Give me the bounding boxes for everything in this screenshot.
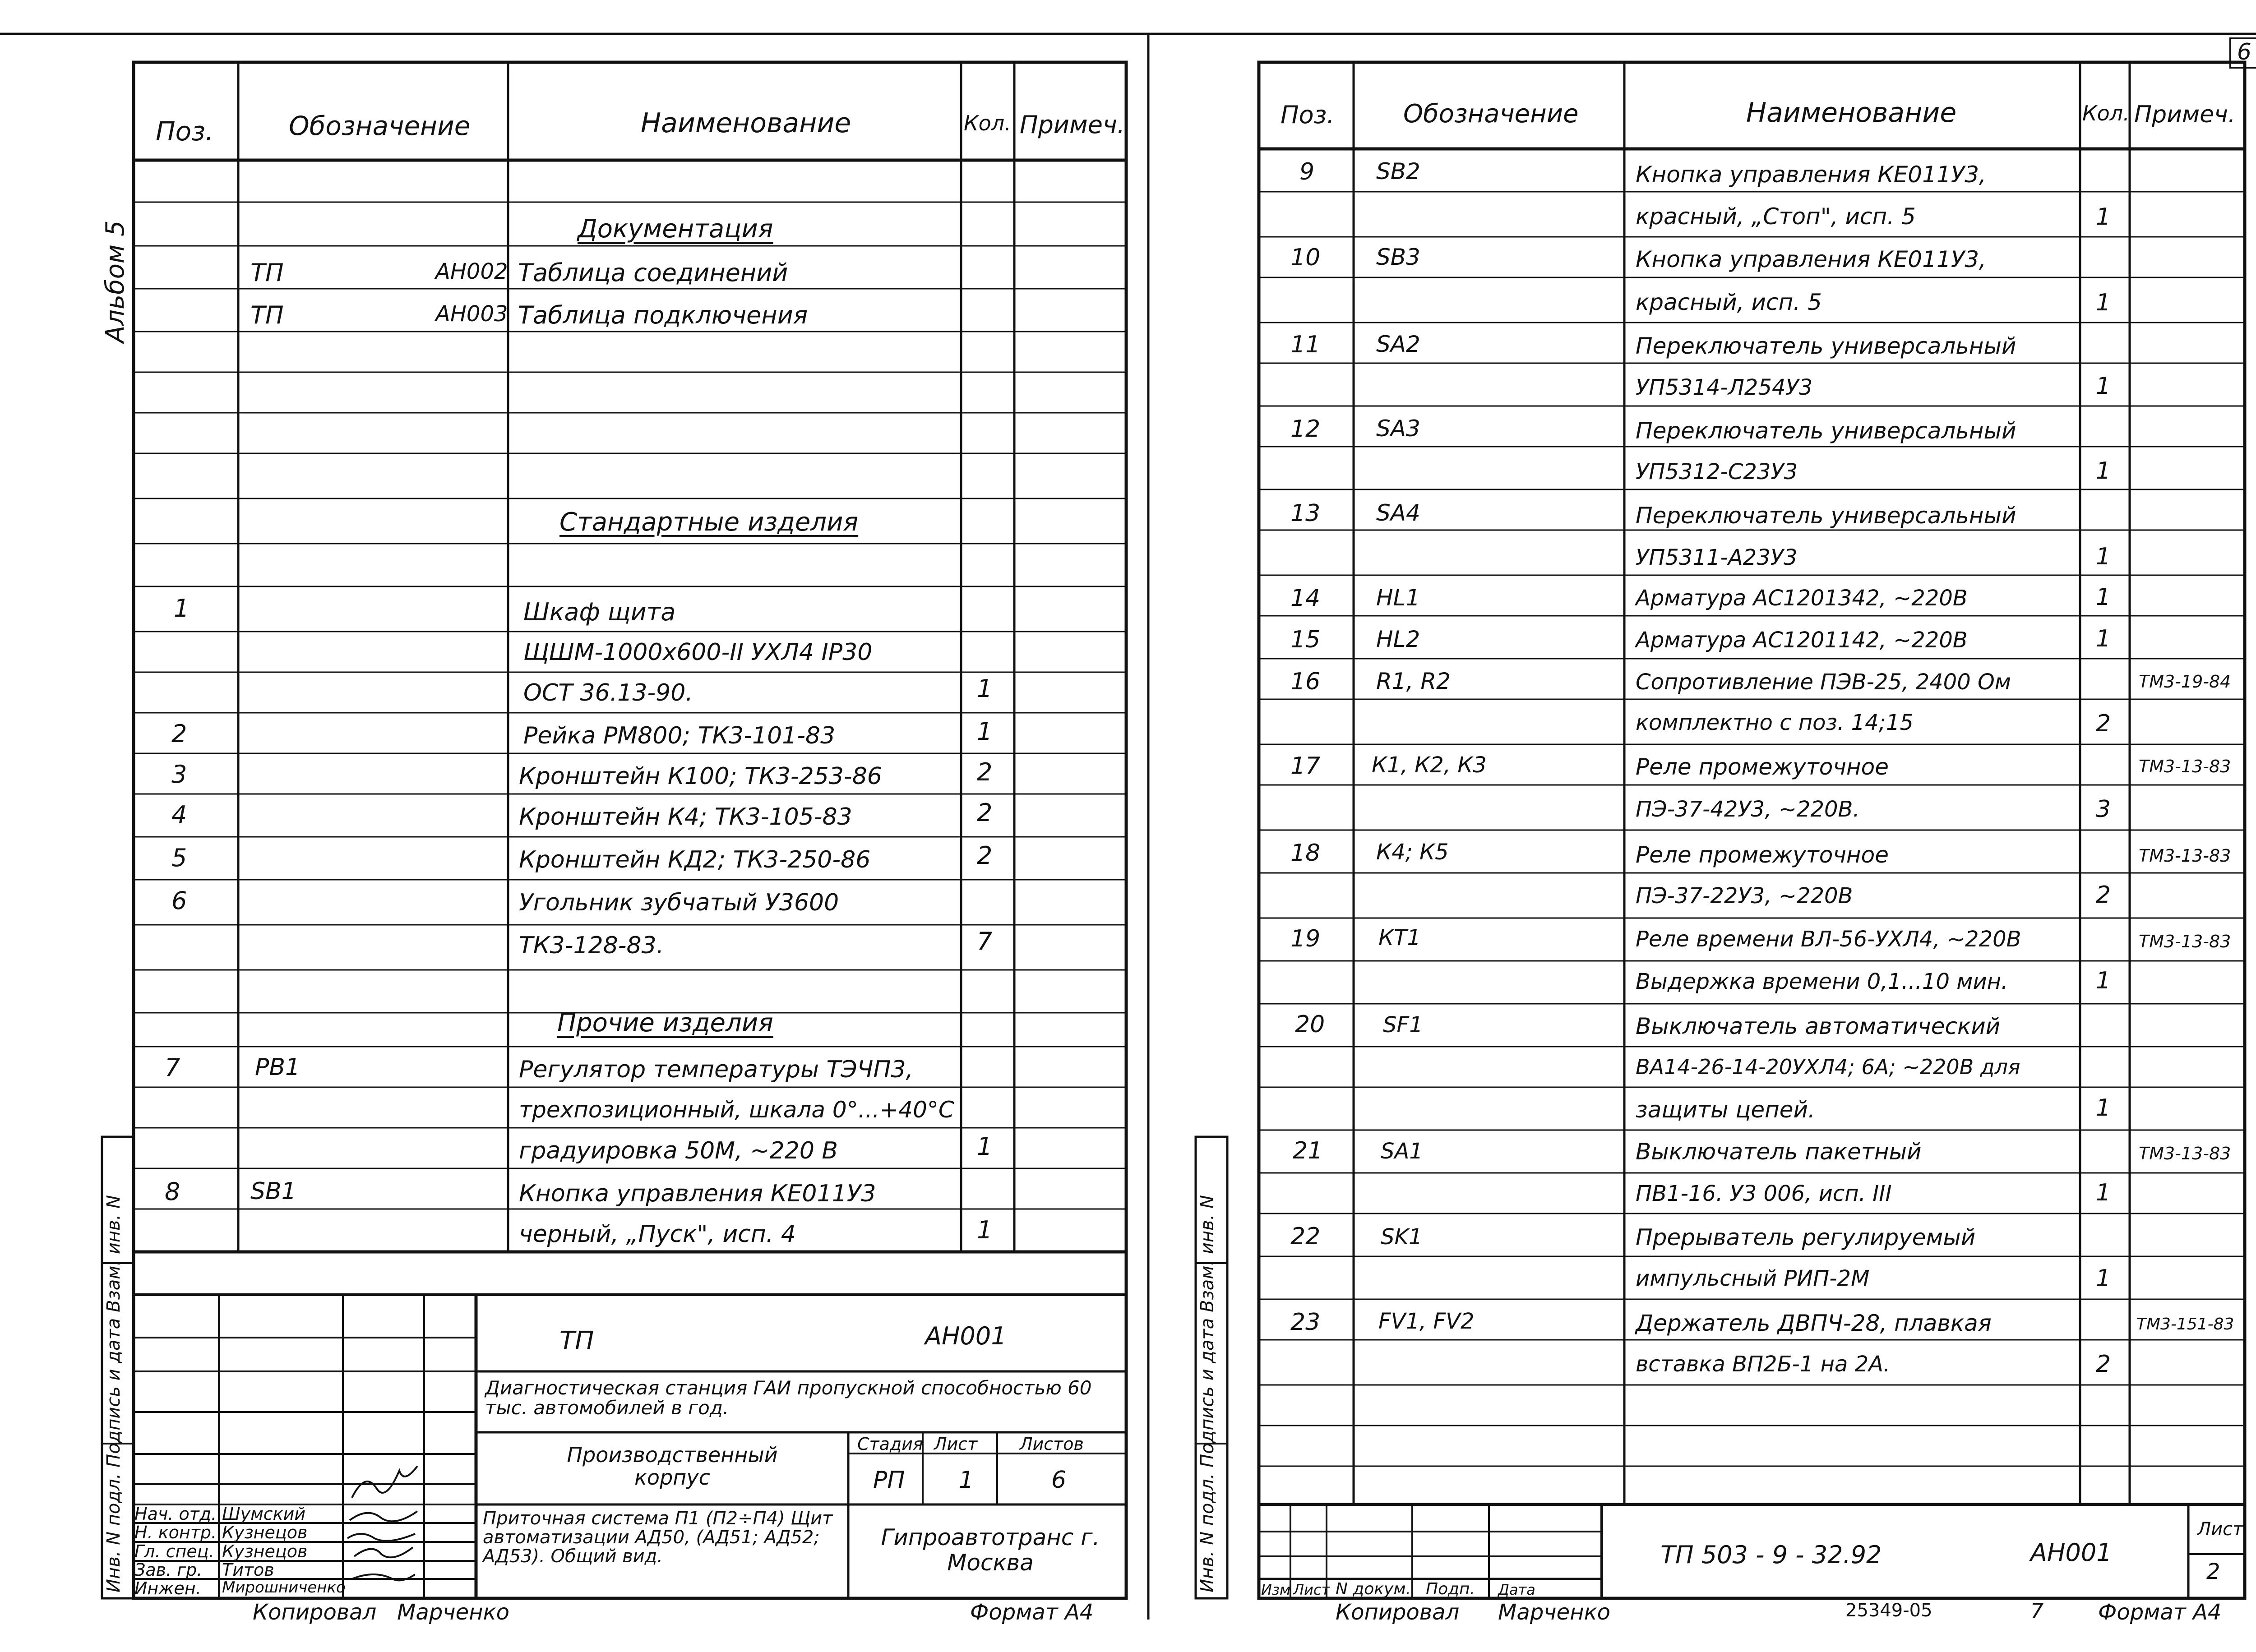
header-name: Наименование [1746,97,1957,129]
row-qty: 1 [2096,203,2111,231]
row-name: защиты цепей. [1636,1097,1815,1123]
row-des: К4; К5 [1376,840,1449,865]
tb-project: Диагностическая станция ГАИ пропускной способностью 60 тыс. автомобилей в год. [485,1377,1092,1419]
tb-col: Изм [1261,1581,1291,1598]
row-name: УП5314-Л254У3 [1636,375,1813,400]
tb-sheet: 2 [2206,1559,2220,1584]
row-name: Кнопка управления КЕ011У3 [519,1180,876,1207]
row-name: Держатель ДВПЧ-28, плавкая [1636,1310,1992,1336]
row-des: РВ1 [255,1054,300,1081]
role: Н. контр. [134,1523,217,1542]
row-name: ТК3-128-83. [519,932,664,959]
row-pos: 13 [1290,500,1321,527]
row-des: АН002 [435,259,508,284]
tb-doc: АН001 [2030,1538,2112,1567]
row-qty: 1 [2096,1094,2111,1121]
format-label: Формат А4 [2098,1600,2222,1625]
archive-number: 25349-05 [1845,1600,1932,1621]
format-label: Формат А4 [970,1600,1094,1625]
row-des: ТП [250,258,284,287]
row-note: ТМ3-13-83 [2139,757,2231,776]
row-qty: 2 [977,758,993,786]
row-des: SA2 [1376,331,1420,357]
row-name: Регулятор температуры ТЭЧП3, [519,1056,914,1083]
role: Зав. гр. [134,1560,203,1580]
row-qty: 1 [2096,543,2111,570]
row-qty: 1 [2096,1265,2111,1292]
row-qty: 1 [2096,457,2111,485]
row-des: SA1 [1381,1139,1423,1164]
row-pos: 11 [1290,331,1321,358]
row-pos: 14 [1290,585,1321,612]
row-name: Кнопка управления КЕ011У3, [1636,246,1986,272]
side-stamp: Инв. N подл. Подпись и дата Взам. инв. N [1197,1195,1218,1592]
row-qty: 1 [2096,373,2111,400]
row-des: КТ1 [1378,925,1421,951]
row-qty: 1 [977,1216,993,1244]
row-name: ЩШМ-1000х600-II УХЛ4 IP30 [523,639,873,666]
row-name: Реле промежуточное [1636,754,1889,780]
tb-col: Лист [1293,1581,1330,1598]
tb-code: АН001 [925,1322,1007,1350]
row-name: вставка ВП2Б-1 на 2А. [1636,1352,1891,1377]
tb-drawing-title: Приточная система П1 (П2÷П4) Щит автоматизации АД50, (АД51; АД52; АД53). Общий вид. [483,1508,833,1567]
row-qty: 1 [977,674,993,703]
tb-sheets-label: Листов [1020,1434,1084,1454]
tb-code-prefix: ТП [559,1326,594,1356]
person-name: Кузнецов [222,1541,308,1561]
row-note: ТМ3-151-83 [2136,1315,2234,1334]
row-qty: 1 [2096,625,2111,652]
row-name: комплектно с поз. 14;15 [1636,710,1914,735]
row-name: УП5312-С23У3 [1636,459,1798,485]
copied-by: Марченко [397,1600,509,1625]
row-pos: 3 [171,760,187,789]
row-pos: 6 [171,886,187,915]
tb-col: Подп. [1426,1580,1475,1598]
row-note: ТМ3-19-84 [2139,672,2231,692]
row-name: ПЭ-37-42У3, ~220В. [1636,797,1860,822]
row-pos: 23 [1290,1309,1321,1336]
row-des: HL1 [1376,585,1420,611]
row-des: R1, R2 [1376,668,1451,694]
role: Нач. отд. [134,1504,217,1524]
row-pos: 2 [171,720,187,748]
row-des: HL2 [1376,626,1420,652]
row-note: ТМ3-13-83 [2139,932,2231,951]
header-pos: Поз. [1281,101,1335,129]
row-name: Выключатель пакетный [1636,1139,1922,1165]
row-name: Кронштейн К100; ТК3-253-86 [519,763,882,790]
copied-label: Копировал [253,1600,377,1625]
row-name: Шкаф щита [523,598,676,626]
row-name: ОСТ 36.13-90. [523,679,693,706]
tb-sheet-label: Лист [2197,1519,2243,1540]
person-name: Кузнецов [222,1523,308,1542]
row-qty: 2 [2096,1351,2111,1378]
tb-org: Гипроавтотранс г. Москва [881,1524,1100,1576]
row-name: Арматура АС1201342, ~220В [1636,586,1968,611]
person-name: Мирошниченко [222,1578,346,1597]
copied-by: Марченко [1498,1600,1610,1625]
tb-sheet-label: Лист [934,1434,978,1454]
header-qty: Кол. [2082,101,2130,125]
row-name: градуировка 50М, ~220 В [519,1137,838,1164]
row-name: черный, „Пуск", исп. 4 [519,1221,796,1248]
row-des: АН003 [435,301,508,327]
row-name: Угольник зубчатый У3600 [519,889,839,916]
section-other: Прочие изделия [557,1008,773,1038]
row-des: FV1, FV2 [1378,1309,1475,1334]
tb-building: Производственный корпус [567,1443,778,1490]
row-name: Переключатель универсальный [1636,503,2016,529]
row-name: Выключатель автоматический [1636,1013,2001,1039]
row-name: Прерыватель регулируемый [1636,1224,1976,1251]
row-name: Кронштейн К4; ТК3-105-83 [519,803,852,831]
row-pos: 9 [1299,158,1315,185]
row-des: SB1 [250,1178,296,1205]
row-pos: 5 [171,844,187,872]
row-qty: 1 [977,717,993,746]
tb-stage-label: Стадия [857,1434,923,1454]
role: Гл. спец. [134,1541,214,1561]
row-pos: 1 [174,594,190,623]
row-name: трехпозиционный, шкала 0°...+40°С [519,1097,954,1123]
row-note: ТМ3-13-83 [2139,846,2231,866]
row-name: Таблица соединений [518,258,788,287]
row-note: ТМ3-13-83 [2139,1144,2231,1163]
tb-stage: РП [873,1467,905,1494]
row-name: Переключатель универсальный [1636,333,2016,359]
row-des: SF1 [1383,1012,1423,1038]
header-name: Наименование [641,107,851,139]
tb-sheet: 1 [959,1467,974,1494]
role: Инжен. [134,1578,201,1598]
row-pos: 20 [1295,1011,1325,1038]
row-des: К1, К2, К3 [1372,752,1487,778]
row-qty: 2 [2096,881,2111,909]
row-name: Реле времени ВЛ-56-УХЛ4, ~220В [1636,927,2021,952]
header-pos: Поз. [156,116,214,147]
row-des: SA3 [1376,415,1420,442]
row-qty: 1 [2096,967,2111,994]
person-name: Шумский [222,1504,306,1524]
row-pos: 22 [1290,1223,1321,1250]
signatures-left [343,1448,424,1597]
row-name: ПВ1-16. У3 006, исп. III [1636,1181,1892,1206]
row-name: ПЭ-37-22У3, ~220В [1636,883,1853,909]
header-designation: Обозначение [289,111,471,141]
row-name: Таблица подключения [518,301,808,329]
row-des: SK1 [1381,1224,1423,1250]
row-pos: 15 [1290,626,1321,653]
row-pos: 18 [1290,840,1321,867]
row-qty: 7 [977,927,993,955]
section-standard: Стандартные изделия [559,508,859,537]
row-name: Переключатель универсальный [1636,418,2016,444]
row-pos: 10 [1290,244,1321,271]
row-name: красный, исп. 5 [1636,289,1822,315]
row-pos: 12 [1290,415,1321,443]
archive-page: 7 [2030,1599,2044,1623]
row-qty: 1 [2096,289,2111,316]
tb-col: Дата [1498,1581,1535,1598]
row-name: УП5311-А23У3 [1636,545,1798,570]
row-qty: 2 [977,798,993,827]
tb-col: N докум. [1336,1580,1411,1598]
person-name: Титов [222,1560,274,1580]
row-qty: 1 [2096,584,2111,611]
row-des: SB2 [1376,158,1420,185]
row-pos: 8 [165,1177,180,1206]
row-name: Сопротивление ПЭВ-25, 2400 Ом [1636,669,2011,695]
row-name: Выдержка времени 0,1...10 мин. [1636,969,2008,994]
row-pos: 7 [165,1053,180,1082]
row-name: импульсный РИП-2М [1636,1266,1870,1291]
row-des: SB3 [1376,244,1420,270]
header-qty: Кол. [964,111,1011,135]
row-pos: 4 [171,801,187,829]
page-number: 6 [2237,39,2251,65]
tb-code: ТП 503 - 9 - 32.92 [1660,1541,1882,1569]
section-documentation: Документация [578,214,773,244]
row-des: ТП [250,301,284,329]
row-qty: 2 [977,841,993,870]
side-stamp: Инв. N подл. Подпись и дата Взам. инв. N [103,1195,124,1592]
album-label: Альбом 5 [101,220,130,343]
row-name: Арматура АС1201142, ~220В [1636,628,1968,653]
header-note: Примеч. [1020,111,1125,139]
header-note: Примеч. [2134,101,2236,128]
row-name: Реле промежуточное [1636,842,1889,868]
tb-sheets: 6 [1051,1467,1067,1494]
row-qty: 2 [2096,710,2111,737]
row-qty: 3 [2096,796,2111,823]
row-name: ВА14-26-14-20УХЛ4; 6А; ~220В для [1636,1055,2020,1079]
row-pos: 16 [1290,668,1321,695]
row-name: красный, „Стоп", исп. 5 [1636,203,1916,230]
header-designation: Обозначение [1403,99,1579,129]
row-des: SA4 [1376,500,1420,526]
row-pos: 19 [1290,925,1321,952]
row-pos: 21 [1293,1137,1323,1164]
row-pos: 17 [1290,752,1321,780]
row-qty: 1 [977,1132,993,1161]
copied-label: Копировал [1336,1600,1460,1625]
row-qty: 1 [2096,1179,2111,1206]
row-name: Кнопка управления КЕ011У3, [1636,162,1986,188]
row-name: Рейка РМ800; ТК3-101-83 [523,722,836,749]
row-name: Кронштейн КД2; ТК3-250-86 [519,846,871,873]
